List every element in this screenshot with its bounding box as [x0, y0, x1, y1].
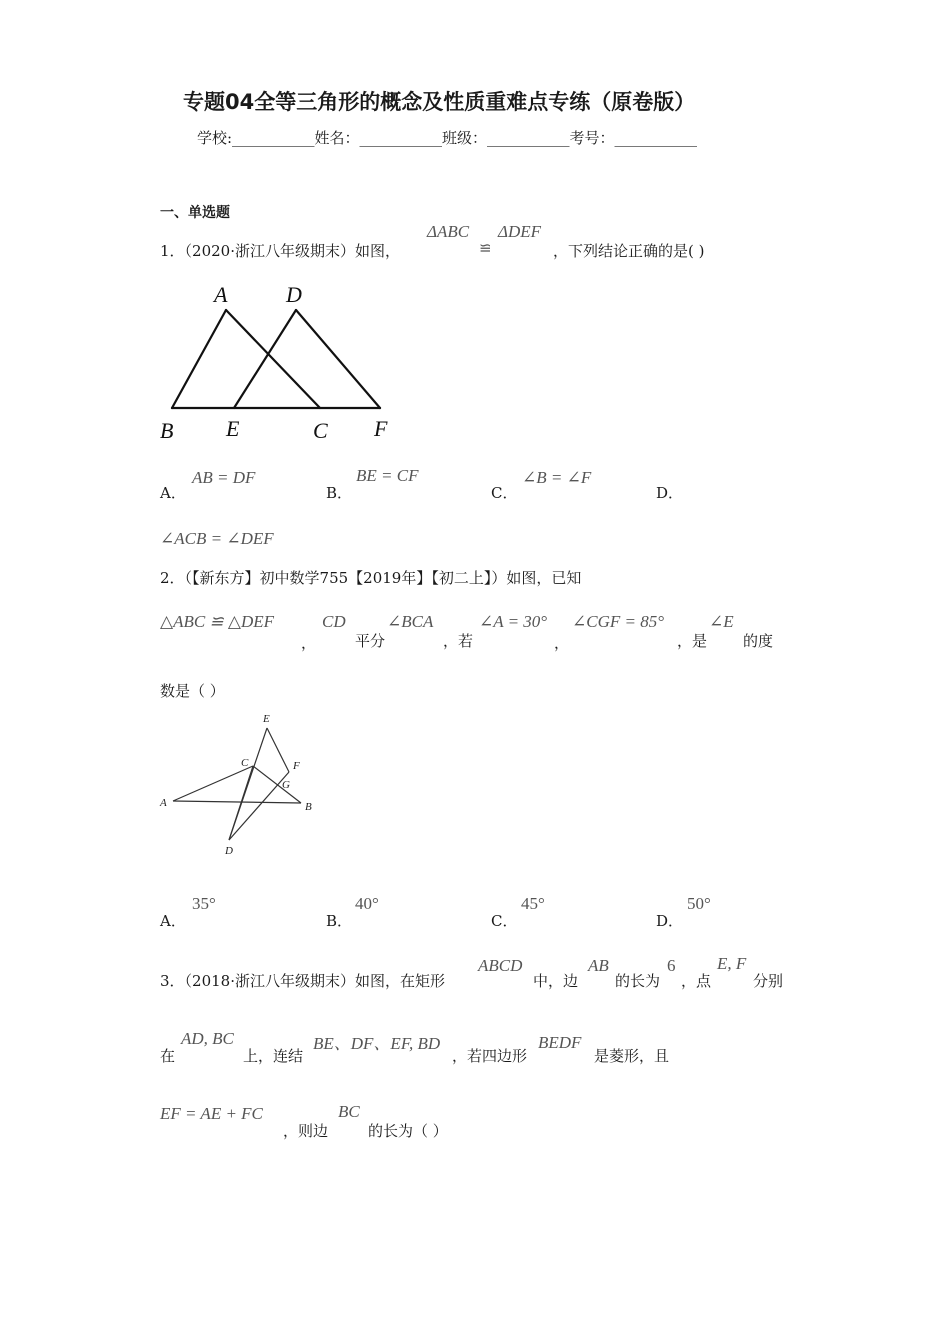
q3-line3-text-2: 的长为（ ） — [368, 1122, 448, 1140]
q3-math-6: 6 — [667, 956, 676, 975]
q2-math-cd: CD — [322, 612, 346, 631]
q1-label-a: A — [214, 282, 228, 307]
q2-label-d: D — [225, 845, 233, 857]
q1-label-c: C — [313, 418, 328, 443]
q2-label-f: F — [293, 760, 300, 772]
q1-label-d: D — [286, 282, 302, 307]
q1-option-d: ∠ACB = ∠DEF — [160, 529, 274, 548]
q1-congruent-symbol: ≌ — [479, 241, 492, 257]
q2-line-ef — [267, 728, 289, 772]
q1-option-b-letter: B． — [326, 484, 353, 502]
q3-line2-text-3: 是菱形，且 — [594, 1047, 670, 1065]
q3-prefix: 3．（2018·浙江八年级期末）如图，在矩形 — [160, 972, 445, 990]
q1-line-ed — [234, 310, 296, 408]
q2-label-a: A — [160, 797, 167, 809]
page-title: 专题04全等三角形的概念及性质重难点专练（原卷版） — [183, 90, 696, 114]
q1-option-b: BE = CF — [356, 466, 419, 485]
q2-option-b: 40° — [355, 894, 379, 913]
q1-label-b: B — [160, 418, 174, 443]
q3-math-ab: AB — [588, 956, 609, 975]
q2-math-angle-e: ∠E — [709, 612, 734, 631]
q3-math-ef: E, F — [717, 954, 747, 973]
q2-math-angle-a: ∠A = 30° — [479, 612, 548, 631]
q2-option-d: 50° — [687, 894, 711, 913]
q2-line-ed — [229, 728, 267, 840]
q3-line2-text-2: ，若四边形 — [452, 1047, 528, 1065]
q1-line-df — [296, 310, 380, 408]
q2-label-e: E — [263, 713, 270, 725]
q2-text-5: ，是 — [677, 632, 708, 650]
q2-option-c: 45° — [521, 894, 545, 913]
q2-text-3: ，若 — [443, 632, 474, 650]
q2-text-6: 的度 — [743, 632, 774, 650]
q1-suffix: ，下列结论正确的是( ) — [553, 242, 705, 260]
q2-text-4: ， — [554, 634, 570, 652]
q2-math-bca: ∠BCA — [387, 612, 434, 631]
q1-option-c-letter: C． — [491, 484, 518, 502]
q3-line3-text-1: ，则边 — [283, 1122, 329, 1140]
q1-option-c: ∠B = ∠F — [522, 468, 592, 487]
q2-option-a: 35° — [192, 894, 216, 913]
q3-math-bedf: BEDF — [538, 1033, 582, 1052]
q2-option-b-letter: B． — [326, 912, 353, 930]
q3-math-bc: BC — [338, 1102, 360, 1121]
q1-option-a-letter: A． — [160, 484, 186, 502]
q2-label-b: B — [305, 801, 312, 813]
q2-figure — [155, 708, 330, 863]
q3-text-4: 分别 — [753, 972, 784, 990]
q3-line2-text-1: 上，连结 — [243, 1047, 304, 1065]
q2-math-congruence: △ABC ≌ △DEF — [160, 612, 275, 631]
q2-option-c-letter: C． — [491, 912, 518, 930]
q2-label-g: G — [282, 779, 290, 791]
q1-line-ac — [226, 310, 320, 408]
q3-math-ad-bc: AD, BC — [181, 1029, 234, 1048]
q3-math-abcd: ABCD — [478, 956, 523, 975]
q1-prefix: 1．（2020·浙江八年级期末）如图， — [160, 242, 400, 260]
q2-line-3: 数是（ ） — [160, 682, 225, 700]
q2-math-angle-cgf: ∠CGF = 85° — [572, 612, 665, 631]
q3-math-ef-sum: EF = AE + FC — [160, 1104, 263, 1123]
q2-option-d-letter: D． — [656, 912, 684, 930]
q3-line2-text-0: 在 — [160, 1047, 176, 1065]
q1-math-def: ΔDEF — [498, 222, 542, 241]
q1-label-e: E — [226, 416, 240, 441]
q2-option-a-letter: A． — [160, 912, 186, 930]
q2-line-ac — [173, 766, 253, 801]
q2-text-2: 平分 — [355, 632, 386, 650]
q2-line-ab — [173, 801, 301, 803]
q2-prefix: 2．（【新东方】初中数学755【2019年】【初二上】）如图，已知 — [160, 569, 582, 587]
q1-line-ba — [172, 310, 226, 408]
q3-text-3: ，点 — [681, 972, 712, 990]
section-heading: 一、单选题 — [160, 205, 230, 221]
q3-text-2: 的长为 — [615, 972, 661, 990]
q3-text-1: 中，边 — [533, 972, 579, 990]
q1-math-abc: ΔABC — [427, 222, 470, 241]
q1-option-a: AB = DF — [192, 468, 256, 487]
q3-math-segments: BE、DF、EF, BD — [313, 1034, 441, 1053]
q2-line-fd — [229, 772, 289, 840]
student-info-line: 学校:___________姓名：___________班级：___________考号：___________ — [197, 129, 698, 147]
q1-figure — [150, 278, 400, 443]
q1-label-f: F — [374, 416, 388, 441]
q1-option-d-letter: D． — [656, 484, 684, 502]
q2-text-1: ， — [301, 634, 317, 652]
q2-label-c: C — [241, 757, 249, 769]
